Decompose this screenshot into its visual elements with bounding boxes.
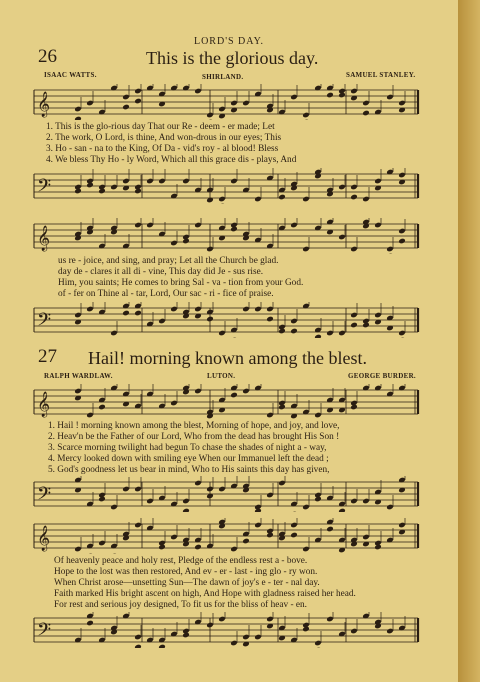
- verse-line: 1. This is the glo-rious day That our Re - deem - er made; Let 2. The work, O Lord, is thine, And won-drous in our eyes; This 3. Ho - san - na to the King, Of Da - vid's roy - al blood! Bless 4. We bless Thy Ho - ly Word, Which all this grace dis - plays, And: [46, 122, 297, 165]
- svg-text:𝄢: 𝄢: [37, 620, 52, 645]
- music-staff: [0, 476, 458, 512]
- music-staff: [0, 84, 458, 120]
- hymn-tune: SHIRLAND.: [202, 73, 244, 81]
- svg-text:𝄞: 𝄞: [37, 392, 51, 417]
- hymn-author: RALPH WARDLAW.: [44, 372, 113, 380]
- svg-text:𝄞: 𝄞: [37, 92, 51, 117]
- page-spine: [458, 0, 480, 682]
- music-staff: [0, 168, 458, 204]
- music-staff: [0, 612, 458, 648]
- svg-text:𝄢: 𝄢: [37, 310, 52, 335]
- music-staff: [0, 518, 458, 554]
- hymn-title: Hail! morning known among the blest.: [88, 348, 367, 368]
- music-staff: [0, 218, 458, 254]
- hymn-title: This is the glorious day.: [146, 48, 319, 68]
- hymn-author: ISAAC WATTS.: [44, 71, 97, 79]
- svg-text:𝄞: 𝄞: [37, 526, 51, 551]
- music-staff: [0, 384, 458, 420]
- svg-text:𝄢: 𝄢: [37, 176, 52, 201]
- hymn-tune: LUTON.: [207, 372, 236, 380]
- hymn-number: 26: [38, 46, 57, 67]
- music-staff: [0, 302, 458, 338]
- page-header: LORD'S DAY.: [193, 36, 265, 47]
- svg-text:𝄢: 𝄢: [37, 484, 52, 509]
- verse-line: 1. Hail ! morning known among the blest, Morning of hope, and joy, and love, 2. Heav'n be the Father of our Lord, Who from the dead has brought His Son ! 3. Scarce morning twilight had begun To chase the shades of night a - way, 4. Mercy looked down with smiling eye When our Immanuel left the dead ; 5. God's goodness let us bear in mind, Who to His saints this day has given,: [48, 421, 340, 475]
- hymn-composer: GEORGE BURDER.: [348, 372, 416, 380]
- verse-line: Of heavenly peace and holy rest, Pledge of the endless rest a - bove. Hope to the lost was then restored, And ev - er - last - ing glo - ry won. When Christ arose—unsetting Sun—The dawn of joy's e - ter - nal day. Faith marked His bright ascent on high, And Hope with gladness raised her head. For rest and serious joy designed, To fit us for the bliss of heav - en.: [54, 556, 356, 610]
- verse-line: us re - joice, and sing, and pray; Let all the Church be glad. day de - clares it all di - vine, This day did Je - sus rise. Him, you saints; He comes to bring Sal - va - tion from your God. of - fer on Thine al - tar, Lord, Our sac - ri - fice of praise.: [58, 256, 304, 299]
- hymn-composer: SAMUEL STANLEY.: [346, 71, 416, 79]
- hymn-number: 27: [38, 346, 57, 367]
- svg-text:𝄞: 𝄞: [37, 226, 51, 251]
